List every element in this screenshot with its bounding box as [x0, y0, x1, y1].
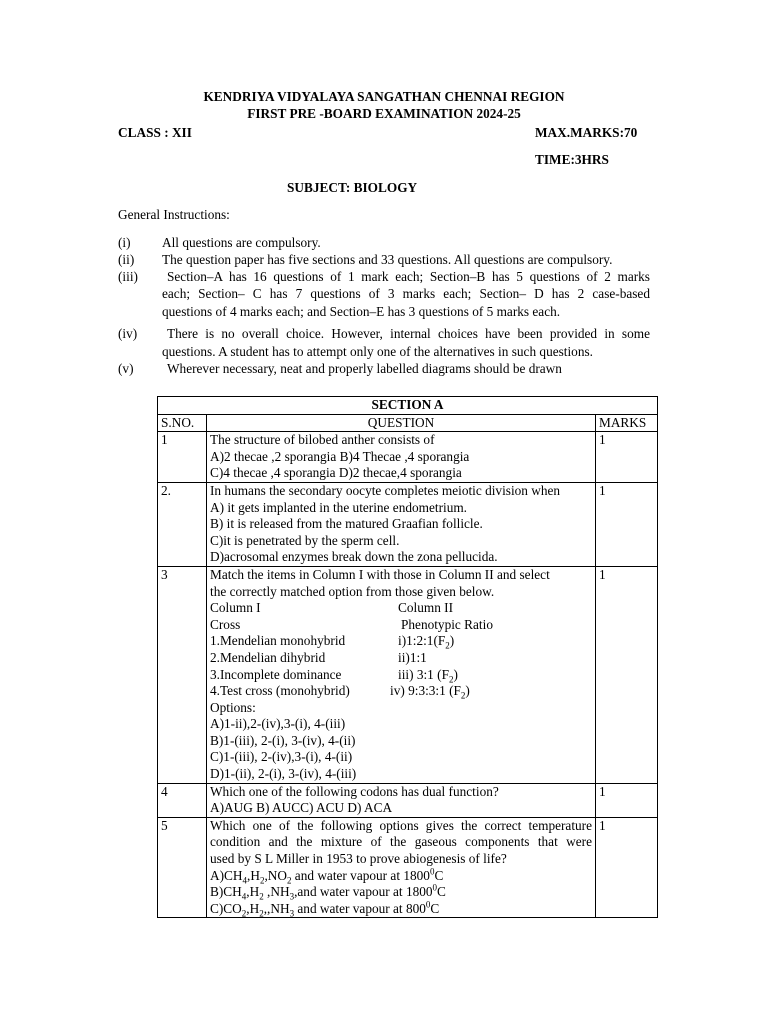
question-cell	[207, 783, 596, 817]
header-question: QUESTION	[207, 414, 596, 432]
max-marks: MAX.MARKS:70	[535, 125, 638, 140]
question-option: C)1-(iii), 2-(iv),3-(i), 4-(ii)	[210, 749, 353, 765]
table-row	[158, 482, 658, 566]
column-ii-heading: Column II	[398, 600, 454, 616]
instruction-number: (iv)	[118, 326, 138, 341]
question-number: 4	[158, 783, 207, 817]
question-cell	[207, 566, 596, 783]
section-header-row	[158, 397, 658, 415]
instruction-text: The question paper has five sections and 33 questions. All questions are compulsory.	[162, 252, 613, 267]
question-marks: 1	[596, 817, 658, 918]
question-option: $B)CH_4,H_2$ $,NH_3,and$ water vapour at 1800$^0$C	[210, 882, 446, 902]
org-title: KENDRIYA VIDYALAYA SANGATHAN CHENNAI REGION	[203, 89, 565, 104]
question-stem: used by S L Miller in 1953 to prove abiogenesis of life?	[210, 851, 507, 867]
column-i-item: 2.Mendelian dihybrid	[210, 649, 326, 665]
table-row	[158, 817, 658, 918]
question-marks: 1	[596, 482, 658, 566]
question-options: C)4 thecae ,4 sporangia D)2 thecae,4 sporangia	[210, 465, 462, 481]
section-a-table	[157, 396, 658, 918]
question-option: C)it is penetrated by the sperm cell.	[210, 532, 400, 548]
section-title: SECTION A	[158, 397, 658, 415]
question-number: 1	[158, 432, 207, 483]
column-ii-subheading: Phenotypic Ratio	[401, 616, 493, 632]
question-stem: Match the items in Column I with those in Column II and select	[210, 566, 550, 582]
instruction-text: There is no overall choice. However, internal choices have been provided in some	[167, 326, 650, 341]
table-row	[158, 783, 658, 817]
match-row	[210, 667, 592, 684]
question-stem: condition and the mixture of the gaseous components that were	[210, 834, 592, 850]
time-label: TIME:3HRS	[535, 152, 609, 167]
column-i-heading: Column I	[210, 600, 261, 616]
instruction-number: (v)	[118, 361, 134, 376]
subject-title: SUBJECT: BIOLOGY	[287, 180, 418, 195]
exam-title: FIRST PRE -BOARD EXAMINATION 2024-25	[247, 106, 521, 121]
question-option: $C)CO_2,H_2,,NH_3$ and water vapour at $800^0C$	[210, 899, 440, 919]
question-number: 5	[158, 817, 207, 918]
question-option: D)acrosomal enzymes break down the zona pellucida.	[210, 549, 498, 565]
column-i-item: 1.Mendelian monohybrid	[210, 633, 346, 649]
instruction-text: questions. A student has to attempt only one of the alternatives in such questions.	[162, 344, 593, 359]
question-stem: The structure of bilobed anther consists of	[210, 432, 435, 448]
column-ii-item: iii) 3:1 $(F_2)$	[398, 666, 458, 685]
question-cell	[207, 482, 596, 566]
question-marks: 1	[596, 783, 658, 817]
column-i-subheading: Cross	[210, 616, 241, 632]
column-ii-item: ii)1:1	[398, 649, 427, 665]
options-label: Options:	[210, 699, 256, 715]
instruction-text: All questions are compulsory.	[162, 235, 321, 250]
question-marks: 1	[596, 432, 658, 483]
question-stem: the correctly matched option from those given below.	[210, 583, 495, 599]
question-options: A)2 thecae ,2 sporangia B)4 Thecae ,4 sporangia	[210, 448, 470, 464]
question-option: A)1-ii),2-(iv),3-(i), 4-(iii)	[210, 716, 346, 732]
question-number: 2.	[158, 482, 207, 566]
header-marks: MARKS	[596, 414, 658, 432]
question-number: 3	[158, 566, 207, 783]
table-row	[158, 566, 658, 783]
instruction-text: Section–A has 16 questions of 1 mark each; Section–B has 5 questions of 2 marks	[167, 269, 650, 284]
question-option: B) it is released from the matured Graafian follicle.	[210, 516, 483, 532]
match-header	[210, 600, 592, 617]
question-marks: 1	[596, 566, 658, 783]
column-i-item: 4.Test cross (monohybrid)	[210, 683, 350, 699]
match-row	[210, 683, 592, 700]
instruction-text: each; Section– C has 7 questions of 3 marks each; Section– D has 2 case-based	[162, 286, 650, 301]
question-options: A)AUG B) AUCC) ACU D) ACA	[210, 800, 393, 816]
instruction-number: (iii)	[118, 269, 138, 284]
instruction-number: (ii)	[118, 252, 135, 267]
match-subheader	[210, 617, 592, 634]
question-option: D)1-(ii), 2-(i), 3-(iv), 4-(iii)	[210, 766, 357, 782]
instruction-text: Wherever necessary, neat and properly labelled diagrams should be drawn	[167, 361, 562, 376]
header-sno: S.NO.	[158, 414, 207, 432]
question-stem: Which one of the following codons has dual function?	[210, 783, 499, 799]
table-row	[158, 432, 658, 483]
class-label: CLASS : XII	[118, 125, 192, 140]
instruction-text: questions of 4 marks each; and Section–E has 3 questions of 5 marks each.	[162, 304, 561, 319]
question-option: A) it gets implanted in the uterine endometrium.	[210, 499, 468, 515]
question-stem: Which one of the following options gives the correct temperature	[210, 817, 592, 833]
instruction-number: (i)	[118, 235, 131, 250]
match-row	[210, 650, 592, 667]
column-ii-item: $i)1:2:1(F_2)$	[398, 633, 455, 651]
column-i-item: 3.Incomplete dominance	[210, 666, 342, 682]
match-row	[210, 633, 592, 650]
question-cell	[207, 817, 596, 918]
column-ii-item: iv) 9:3:3:1 $(F_2)$	[390, 683, 470, 701]
question-option: B)1-(iii), 2-(i), 3-(iv), 4-(ii)	[210, 732, 356, 748]
instructions-heading: General Instructions:	[118, 207, 230, 222]
question-cell	[207, 432, 596, 483]
question-option: $A)CH_4,H_2,NO_2$ and water vapour at 1800$^0$C	[210, 866, 444, 886]
column-header-row	[158, 414, 658, 432]
question-stem: In humans the secondary oocyte completes meiotic division when	[210, 482, 561, 498]
